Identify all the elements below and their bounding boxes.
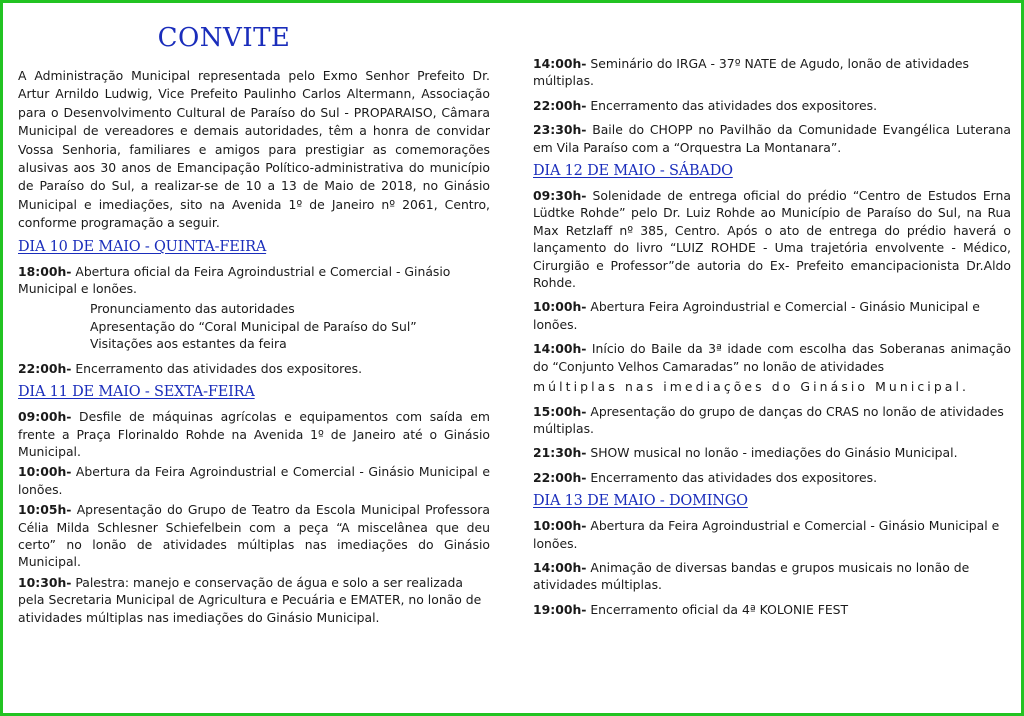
event-item (533, 444, 1011, 461)
right-column (533, 55, 1011, 621)
event-time: 21:30h- (533, 445, 587, 461)
event-text: Apresentação do grupo de danças do CRAS no lonão de atividades múltiplas. (533, 403, 1004, 436)
event-item (18, 263, 490, 298)
event-item (18, 574, 490, 626)
event-time: 09:30h- (533, 188, 587, 204)
event-text: Abertura Feira Agroindustrial e Comercial - Ginásio Municipal e lonões. (533, 299, 980, 332)
event-text: Palestra: manejo e conservação de água e solo a ser realizada pela Secretaria Municipal de Agricultura e Pecuária e EMATER, no lonão de atividades múltiplas nas imediações do Ginásio Municipal. (18, 574, 482, 625)
day-13-heading: DIA 13 DE MAIO - DOMINGO (533, 493, 748, 510)
event-item (533, 403, 1011, 438)
event-time: 15:00h- (533, 403, 587, 419)
event-text: Abertura da Feira Agroindustrial e Comercial - Ginásio Municipal e lonões. (533, 518, 1000, 551)
event-text: Seminário do IRGA - 37º NATE de Agudo, lonão de atividades múltiplas. (533, 56, 970, 89)
event-time: 18:00h- (18, 263, 72, 279)
event-text: Encerramento oficial da 4ª KOLONIE FEST (586, 601, 849, 617)
event-text: SHOW musical no lonão - imediações do Ginásio Municipal. (586, 445, 958, 461)
event-time: 10:05h- (18, 502, 72, 518)
event-item (533, 469, 1011, 486)
event-text: Encerramento das atividades dos expositores. (586, 97, 878, 113)
event-time: 10:30h- (18, 574, 72, 590)
event-item (533, 55, 1011, 90)
event-text: Início do Baile da 3ª idade com escolha das Soberanas animação do “Conjunto Velhos Camaradas” no lonão de atividades (533, 341, 1011, 374)
event-item-continued: múltiplas nas imediações do Ginásio Municipal. (533, 379, 970, 395)
sub-item: Pronunciamento das autoridades (90, 301, 295, 317)
sub-item: Apresentação do “Coral Municipal de Paraíso do Sul” (90, 318, 417, 334)
event-text: Apresentação do Grupo de Teatro da Escola Municipal Professora Célia Milda Schlesner Schiefelbein com a peça “A miscelânea que deu certo” no lonão de atividades múltiplas nas imediações do Ginásio Municipal. (18, 502, 490, 570)
event-time: 22:00h- (533, 97, 587, 113)
event-item (533, 559, 1011, 594)
event-item (533, 121, 1011, 156)
event-time: 14:00h- (533, 56, 587, 71)
event-text: Encerramento das atividades dos expositores. (586, 469, 878, 485)
event-time: 23:30h- (533, 122, 587, 138)
day-12-heading: DIA 12 DE MAIO - SÁBADO (533, 163, 733, 180)
event-time: 09:00h- (18, 409, 72, 425)
event-item (533, 298, 1011, 333)
event-item (533, 97, 1011, 114)
event-text: Animação de diversas bandas e grupos musicais no lonão de atividades múltiplas. (533, 559, 970, 593)
event-text: Solenidade de entrega oficial do prédio “Centro de Estudos Erna Lüdtke Rohde” pelo Dr. Luiz Rohde ao Município de Paraíso do Sul, na Rua Max Retzlaff nº 385, Centro. Após o ato de entrega do prédio haverá o lançamento do livro “LUIZ ROHDE - Uma trajetória envolvente - Médico, Cirurgião e Professor”de autoria do Ex- Prefeito emancipacionista Dr.Aldo Rohde. (533, 188, 1011, 291)
intro-paragraph: A Administração Municipal representada pelo Exmo Senhor Prefeito Dr. Artur Arnildo Ludwig, Vice Prefeito Paulinho Carlos Altermann, Associação para o Desenvolvimento Cultural de Paraíso do Sul - PROPARAISO, Câmara Municipal de vereadores e demais autoridades, têm a honra de convidar Vossa Senhoria, familiares e amigos para prestigiar as comemorações alusivas aos 30 anos de Emancipação Político-administrativa do município de Paraíso do Sul, a realizar-se de 10 a 13 de Maio de 2018, no Ginásio Municipal e imediações, sito na Avenida 1º de Janeiro nº 2061, Centro, conforme programação a seguir. (18, 68, 490, 231)
event-item (533, 517, 1011, 552)
event-item (533, 187, 1011, 291)
event-item (533, 601, 1011, 618)
event-item (18, 360, 490, 377)
event-time: 14:00h- (533, 341, 587, 357)
event-text: Baile do CHOPP no Pavilhão da Comunidade Evangélica Luterana em Vila Paraíso com a “Orquestra La Montanara”. (533, 122, 1011, 155)
event-text: Desfile de máquinas agrícolas e equipamentos com saída em frente a Praça Florinaldo Rohde na Avenida 1º de Janeiro até o Ginásio Municipal. (18, 409, 490, 459)
event-time: 10:00h- (533, 518, 587, 534)
event-time: 10:00h- (533, 299, 587, 315)
invitation-title: CONVITE (157, 23, 291, 53)
event-time: 22:00h- (18, 360, 72, 376)
event-time: 22:00h- (533, 469, 587, 485)
event-time: 19:00h- (533, 601, 587, 617)
event-text: Abertura da Feira Agroindustrial e Comercial - Ginásio Municipal e lonões. (18, 464, 490, 497)
event-text: Encerramento das atividades dos expositores. (71, 360, 363, 376)
event-item (18, 501, 490, 571)
day-11-heading: DIA 11 DE MAIO - SEXTA-FEIRA (18, 384, 255, 401)
event-text: Abertura oficial da Feira Agroindustrial e Comercial - Ginásio Municipal e lonões. (18, 263, 451, 297)
event-item (18, 463, 490, 498)
event-time: 10:00h- (18, 464, 72, 480)
event-time: 14:00h- (533, 559, 587, 575)
day-10-heading: DIA 10 DE MAIO - QUINTA-FEIRA (18, 238, 267, 255)
event-item (533, 340, 1011, 375)
event-item (18, 408, 490, 460)
sub-item: Visitações aos estantes da feira (90, 336, 287, 352)
left-column (18, 23, 490, 629)
